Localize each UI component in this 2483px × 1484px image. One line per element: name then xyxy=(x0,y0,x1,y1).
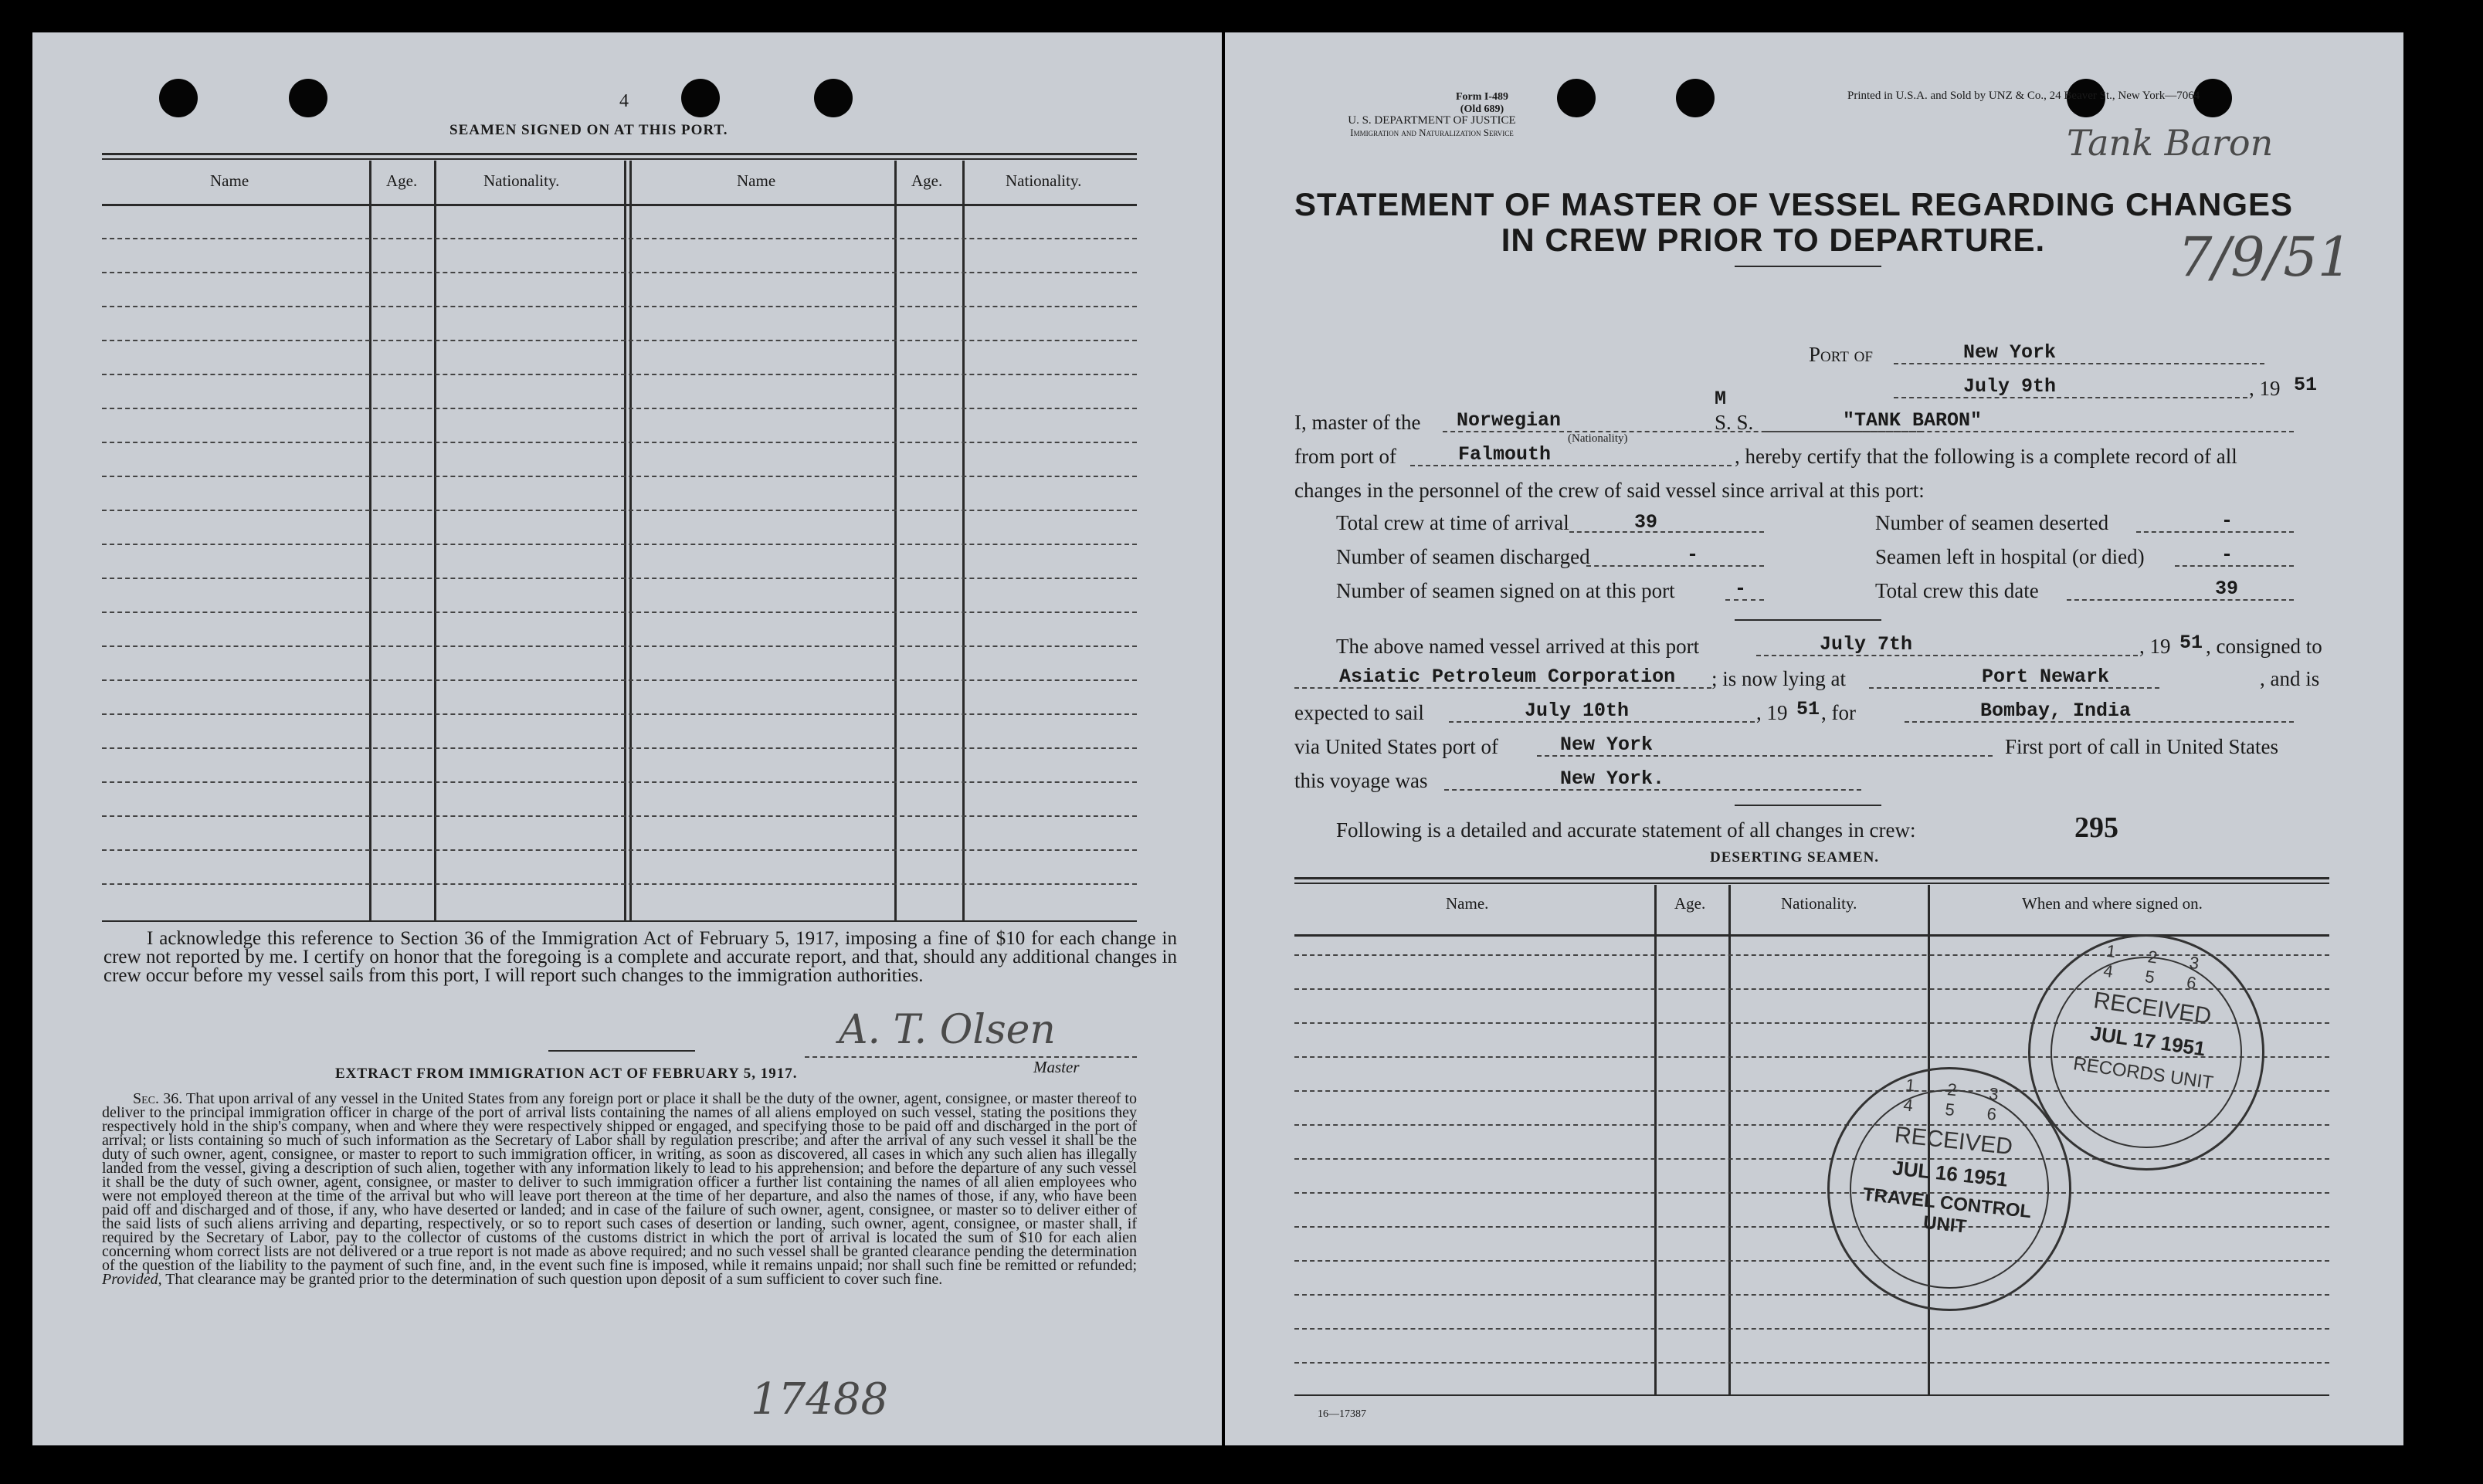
table-row xyxy=(102,306,1137,307)
column-divider xyxy=(629,161,632,922)
title-rule xyxy=(1735,266,1881,267)
expected-label: expected to sail xyxy=(1294,701,1424,724)
handwritten-number: 17488 xyxy=(751,1374,889,1425)
title-line-2: IN CREW PRIOR TO DEPARTURE. xyxy=(1501,222,2046,258)
page-number: 4 xyxy=(619,91,629,111)
total-crew-arrival-value: 39 xyxy=(1634,511,1658,534)
deserting-title: DESERTING SEAMEN. xyxy=(1710,849,1880,866)
table-header-rule xyxy=(1294,934,2329,937)
date-field-line xyxy=(1894,397,2247,398)
consigned-label: , consigned to xyxy=(2206,635,2322,658)
total-crew-arrival-line xyxy=(1569,531,1764,533)
table-row xyxy=(102,544,1137,545)
table-row xyxy=(1294,1328,2329,1330)
punch-hole xyxy=(1676,79,1715,117)
table-top-rule xyxy=(102,153,1137,155)
arrived-line xyxy=(1756,655,2138,656)
acknowledgement-text: I acknowledge this reference to Section 36 of the Immigration Act of February 5, 1917, imposing a fine of $10 for each change in crew not reported by me. I certify on honor that the foregoing is a complete and accurate report, and that, should any additional changes in crew occur before my vessel sails from this port, I will report such changes to the immigration authorities. xyxy=(103,928,1177,986)
nationality-value: Norwegian xyxy=(1457,409,1562,432)
stamp-unit-text: RECORDS UNIT xyxy=(2071,1053,2215,1094)
table-row xyxy=(102,612,1137,613)
certify-text: , hereby certify that the following is a complete record of all xyxy=(1735,445,2237,468)
arrived-label: The above named vessel arrived at this port xyxy=(1336,635,1700,658)
voyage-label: this voyage was xyxy=(1294,769,1428,792)
department-name: U. S. DEPARTMENT OF JUSTICE xyxy=(1348,114,1516,127)
table-row xyxy=(102,442,1137,443)
extract-proviso: Provided, xyxy=(102,1271,162,1288)
ship-type: S. S. xyxy=(1715,411,1754,434)
title-line-1: STATEMENT OF MASTER OF VESSEL REGARDING CHANGES xyxy=(1294,186,2294,222)
table-row xyxy=(102,340,1137,341)
form-title xyxy=(1294,186,2294,258)
hospital-line xyxy=(2175,565,2294,567)
divider-rule xyxy=(548,1050,695,1052)
ship-name: "TANK BARON" xyxy=(1843,409,1983,432)
table-top-rule xyxy=(1294,883,2329,884)
changes-text: changes in the personnel of the crew of said vessel since arrival at this port: xyxy=(1294,479,1925,502)
service-name: Immigration and Naturalization Service xyxy=(1350,127,1514,138)
column-divider xyxy=(624,161,626,922)
port-label: Port of xyxy=(1809,343,1873,366)
discharged-value: - xyxy=(1687,544,1699,566)
form-number: Form I-489 xyxy=(1455,91,1509,103)
column-header-age: Age. xyxy=(1674,894,1706,913)
arrived-value: July 7th xyxy=(1820,633,1913,656)
table-row xyxy=(102,408,1137,409)
column-divider xyxy=(434,161,436,922)
lying-value: Port Newark xyxy=(1982,666,2110,688)
column-header-name: Name xyxy=(737,171,776,190)
punch-hole xyxy=(159,79,198,117)
deserted-line xyxy=(2136,531,2294,533)
extract-tail: That clearance may be granted prior to the determination of such question upon deposit of a sum sufficient to cover such fine. xyxy=(165,1271,943,1288)
extract-text: That upon arrival of any vessel in the United States from any foreign port or place it shall be the duty of the owner, agent, consignee, or master thereof to deliver to the principal immigration officer in charge of the port of arrival lists containing the names of all aliens employed on such vessel, stating the positions they respectively hold in the ship's company, when and where they were respectively shipped or engaged, and specifying those to be paid off and discharged in the port of arrival; or lists containing so much of such information as the Secretary of Labor shall by regulation prescribe; and after the arrival of any such vessel it shall be the duty of such owner, agent, consignee, or master to report to such immigration officer, in writing, as soon as discovered, all cases in which any such alien has illegally landed from the vessel, giving a description of such alien, together with any information likely to lead to his apprehension; and before the departure of any such vessel it shall be the duty of such owner, agent, consignee, or master to deliver to such immigration officer a further list containing the names of all alien employees who were not employed thereon at the time of the arrival but who will leave port thereon at the time of her departure, and also the names of those, if any, who have been paid off and discharged and of those, if any, who have deserted or landed; and in case of the failure of such owner, agent, consignee, or master so to deliver either of the said lists of such aliens arriving and departing, respectively, or so to report such cases of desertion or landing, such owner, agent, consignee, or master shall, if required by the Secretary of Labor, pay to the collector of customs of the customs district in which the port of arrival is located the sum of $10 for each alien concerning whom correct lists are not delivered or a true report is not made as above required; and no such vessel shall be granted clearance pending the determination of the question of the liability to the payment of such fine, and, in the event such fine is imposed, while it remains unpaid; nor shall such fine be remitted or refunded; xyxy=(102,1090,1137,1274)
left-page xyxy=(32,32,1222,1445)
form-header xyxy=(1401,91,1563,116)
stamp-received-text: RECEIVED xyxy=(2091,988,2213,1030)
stamp-numbers: 1 2 3 4 5 6 xyxy=(1902,1075,2013,1126)
punch-hole xyxy=(289,79,327,117)
table-row xyxy=(102,849,1137,851)
table-header-rule xyxy=(102,204,1137,206)
table-row xyxy=(102,645,1137,647)
table-row xyxy=(102,510,1137,511)
divider-rule xyxy=(1735,619,1881,621)
total-crew-date-value: 39 xyxy=(2215,578,2239,600)
port-value: New York xyxy=(1963,341,2057,364)
stamp-unit-text: TRAVEL CONTROL UNIT xyxy=(1861,1184,2033,1238)
port-field-line xyxy=(1894,363,2264,364)
stamped-number: 295 xyxy=(2074,811,2118,844)
form-old-number: (Old 689) xyxy=(1460,103,1504,115)
year-value: 51 xyxy=(1796,698,1820,720)
extract-lead: Sec. 36. xyxy=(133,1090,183,1107)
nationality-caption: (Nationality) xyxy=(1568,432,1628,445)
divider-rule xyxy=(1735,805,1881,806)
table-row xyxy=(1294,1192,2329,1194)
first-port-label: First port of call in United States xyxy=(2005,735,2278,758)
year-value: 51 xyxy=(2294,374,2318,396)
expected-value: July 10th xyxy=(1525,700,1630,722)
year-value: 51 xyxy=(2179,632,2203,654)
table-row xyxy=(1294,1260,2329,1262)
stamp-numbers: 1 2 3 4 5 6 xyxy=(2102,940,2214,995)
master-signature: A. T. Olsen xyxy=(839,1007,1056,1053)
stamp-received-text: RECEIVED xyxy=(1893,1122,2014,1160)
from-port-value: Falmouth xyxy=(1458,443,1552,466)
voyage-value: New York. xyxy=(1560,767,1665,790)
column-header-name: Name xyxy=(210,171,249,190)
for-value: Bombay, India xyxy=(1980,700,2132,722)
from-port-label: from port of xyxy=(1294,445,1396,468)
handwritten-date: 7/9/51 xyxy=(2178,225,2352,289)
section-title: SEAMEN SIGNED ON AT THIS PORT. xyxy=(449,122,728,138)
lying-label: ; is now lying at xyxy=(1711,667,1846,690)
table-row xyxy=(1294,1226,2329,1228)
table-bottom-rule xyxy=(1294,1394,2329,1396)
total-crew-date-line xyxy=(2067,599,2294,601)
table-row xyxy=(1294,1294,2329,1296)
table-row xyxy=(102,238,1137,239)
table-row xyxy=(1294,1362,2329,1364)
signed-on-value: - xyxy=(1735,578,1747,600)
column-header-nationality: Nationality. xyxy=(1006,171,1082,190)
discharged-line xyxy=(1586,565,1764,567)
table-row xyxy=(102,679,1137,681)
table-bottom-rule xyxy=(102,920,1137,922)
stamp-date: JUL 16 1951 xyxy=(1891,1156,2010,1191)
handwritten-ship-name: Tank Baron xyxy=(2067,122,2274,164)
column-divider xyxy=(1654,885,1657,1394)
year-prefix: , 19 xyxy=(1756,701,1788,724)
deserted-label: Number of seamen deserted xyxy=(1875,511,2109,534)
column-divider xyxy=(1728,885,1731,1394)
punch-hole xyxy=(814,79,853,117)
year-prefix: , 19 xyxy=(2139,635,2171,658)
total-crew-arrival-label: Total crew at time of arrival xyxy=(1336,511,1569,534)
via-label: via United States port of xyxy=(1294,735,1498,758)
table-top-rule xyxy=(1294,877,2329,879)
column-divider xyxy=(894,161,897,922)
column-header-name: Name. xyxy=(1446,894,1489,913)
column-header-nationality: Nationality. xyxy=(483,171,560,190)
extract-body xyxy=(102,1092,1137,1286)
table-top-rule xyxy=(102,158,1137,160)
printer-line: Printed in U.S.A. and Sold by UNZ & Co., 24 Beaver St., New York—7064 xyxy=(1847,90,2200,102)
column-divider xyxy=(962,161,965,922)
following-text: Following is a detailed and accurate statement of all changes in crew: xyxy=(1336,818,1916,842)
consignee-value: Asiatic Petroleum Corporation xyxy=(1339,666,1676,688)
total-crew-date-label: Total crew this date xyxy=(1875,579,2039,602)
column-divider xyxy=(369,161,371,922)
table-row xyxy=(102,578,1137,579)
signed-on-label: Number of seamen signed on at this port xyxy=(1336,579,1675,602)
column-header-age: Age. xyxy=(386,171,418,190)
table-row xyxy=(102,272,1137,273)
year-prefix: , 19 xyxy=(2249,377,2281,400)
master-of-label: I, master of the xyxy=(1294,411,1421,434)
footer-code: 16—17387 xyxy=(1318,1408,1366,1420)
table-row xyxy=(102,476,1137,477)
deserted-value: - xyxy=(2221,510,2234,532)
table-row xyxy=(102,815,1137,817)
column-header-nationality: Nationality. xyxy=(1781,894,1857,913)
table-row xyxy=(102,713,1137,715)
stamp-date: JUL 17 1951 xyxy=(2088,1021,2207,1061)
date-value: July 9th xyxy=(1963,375,2057,398)
master-label: Master xyxy=(1033,1058,1080,1076)
extract-title: EXTRACT FROM IMMIGRATION ACT OF FEBRUARY 5, 1917. xyxy=(335,1066,798,1082)
department-header xyxy=(1316,114,1548,139)
hospital-value: - xyxy=(2221,544,2234,566)
right-page xyxy=(1225,32,2403,1445)
table-row xyxy=(102,374,1137,375)
for-label: , for xyxy=(1821,701,1856,724)
ship-type-correction: M xyxy=(1715,388,1727,410)
column-header-when-where: When and where signed on. xyxy=(2022,894,2203,913)
table-row xyxy=(102,883,1137,885)
table-row xyxy=(102,781,1137,783)
column-header-age: Age. xyxy=(911,171,943,190)
hospital-label: Seamen left in hospital (or died) xyxy=(1875,545,2145,568)
table-row xyxy=(102,747,1137,749)
punch-hole xyxy=(681,79,720,117)
discharged-label: Number of seamen discharged xyxy=(1336,545,1590,568)
via-value: New York xyxy=(1560,734,1654,756)
signature-line xyxy=(805,1056,1137,1058)
and-is-text: , and is xyxy=(2260,667,2320,690)
